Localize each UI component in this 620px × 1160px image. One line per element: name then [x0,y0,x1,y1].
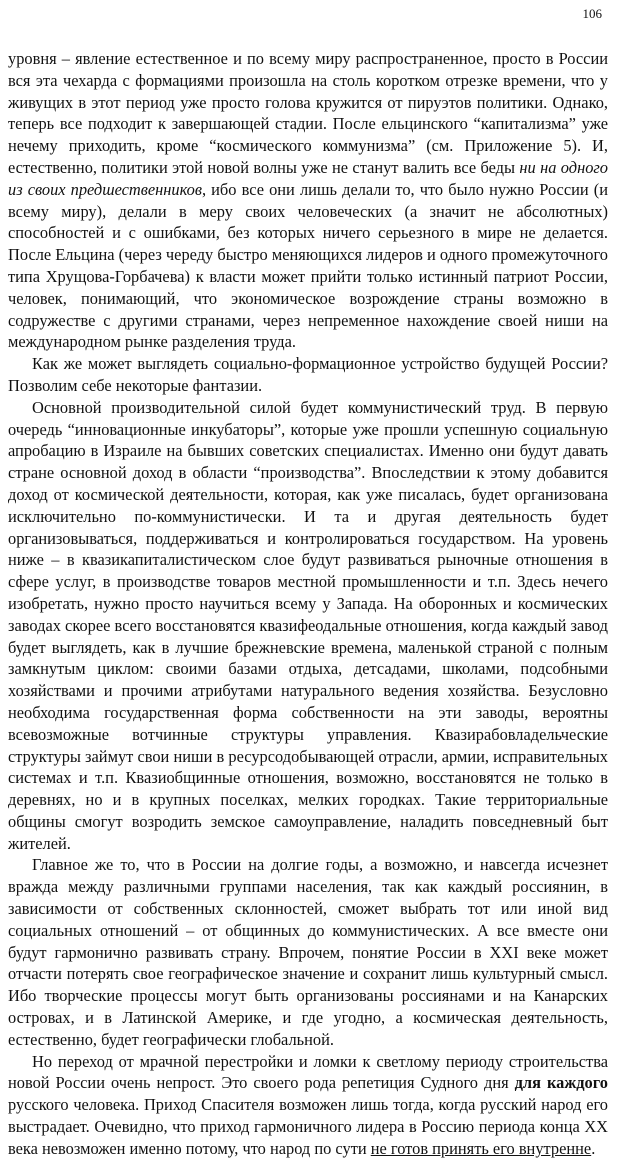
page-number: 106 [582,6,602,21]
paragraph [8,854,608,1050]
text-segment: Но переход от мрачной перестройки и ломки к светлому периоду строительства новой России очень непрост. Это своего рода репетиция Судного дня [8,1051,608,1093]
text-segment: уровня – явление естественное и по всему миру распространенное, просто в России вся эта чехарда с формациями произошла на столь коротком отрезке времени, что у живущих в этот период уже просто голова кружится от пируэтов политики. Однако, теперь все подходит к завершающей стадии. После ельцинского “капитализма” уже нечему приходить, кроме “космического коммунизма” (см. Приложение 5). И, естественно, политики этой новой волны уже не станут валить все беды [8,49,608,177]
italic-text: ни на одного из своих предшественников [8,157,608,199]
paragraph [8,1051,608,1160]
bold-text: для каждого [514,1073,608,1093]
text-segment: , ибо все они лишь делали то, что было нужно России (и всему миру), делали в меру своих человеческих (а значит не абсолютных) способностей и с ошибками, без которых ничего серьезного в мире не делается. После Ельцина (через череду быстро меняющихся лидеров и одного промежуточного типа Хрущова-Горбачева) к власти может прийти только истинный патриот России, человек, понимающий, что экономическое возрождение страны возможно в содружестве с другими странами, через непременное нахождение своей ниши на международном рынке разделения труда. [8,179,608,352]
text-segment: русского человека. Приход Спасителя возможен лишь тогда, когда русский народ его выстрадает. Очевидно, что приход гармоничного лидера в Россию периода конца XX века невозможен именно потому, что народ по сути [8,1095,608,1158]
text-segment: . [591,1138,596,1158]
body-text [8,48,608,1160]
text-segment: Главное же то, что в России на долгие годы, а возможно, и навсегда исчезнет вражда между различными группами населения, так как каждый россиянин, в зависимости от собственных склонностей, сможет выбрать тот или иной вид социальных отношений – от общинных до коммунистических. А все вместе они будут гармонично развивать страну. Впрочем, понятие России в XXI веке может отчасти потерять свое географическое значение и сохранит лишь культурный смысл. Ибо творческие процессы могут быть организованы россиянами и на Канарских островах, и в Латинской Америке, и где угодно, а космическая деятельность, естественно, будет географически глобальной. [8,855,608,1049]
paragraph [8,48,608,353]
paragraph [8,353,608,397]
underlined-text: не готов принять его внутренне [370,1138,592,1158]
text-segment: Как же может выглядеть социально-формационное устройство будущей России? Позволим себе некоторые фантазии. [8,354,608,395]
text-segment: Основной производительной силой будет коммунистический труд. В первую очередь “инновационные инкубаторы”, которые уже прошли успешную социальную апробацию в Израиле на бывших советских специалистах. Именно они будут давать стране основной доход в области “производства”. Впоследствии к этому добавится доход от космической деятельности, которая, как уже писалась, будет организована исключительно по-коммунистически. И та и другая деятельность будет организовываться, поддерживаться и контролироваться государством. На уровень ниже – в квазикапиталистическом слое будут развиваться рыночные отношения в сфере услуг, в производстве товаров местной промышленности и т.п. Здесь нечего изобретать, нужно просто научиться всему у Запада. На оборонных и космических заводах скорее всего восстановятся квазифеодальные отношения, когда каждый завод будет выглядеть, как в лучшие брежневские времена, маленькой страной с полным замкнутым циклом: своими базами отдыха, детсадами, школами, подсобными хозяйствами и прочими атрибутами натурального ведения хозяйства. Безусловно необходима государственная форма собственности на эти заводы, вероятны всевозможные вотчинные структуры управления. Квазирабовладельческие структуры займут свои ниши в ресурсодобывающей отрасли, армии, исправительных системах и т.п. Квазиобщинные отношения, возможно, восстановятся не только в деревнях, но и в крупных поселках, мелких городках. Такие территориальные общины смогут возродить земское самоуправление, наладить повседневный быт жителей. [8,397,608,853]
paragraph [8,397,608,855]
